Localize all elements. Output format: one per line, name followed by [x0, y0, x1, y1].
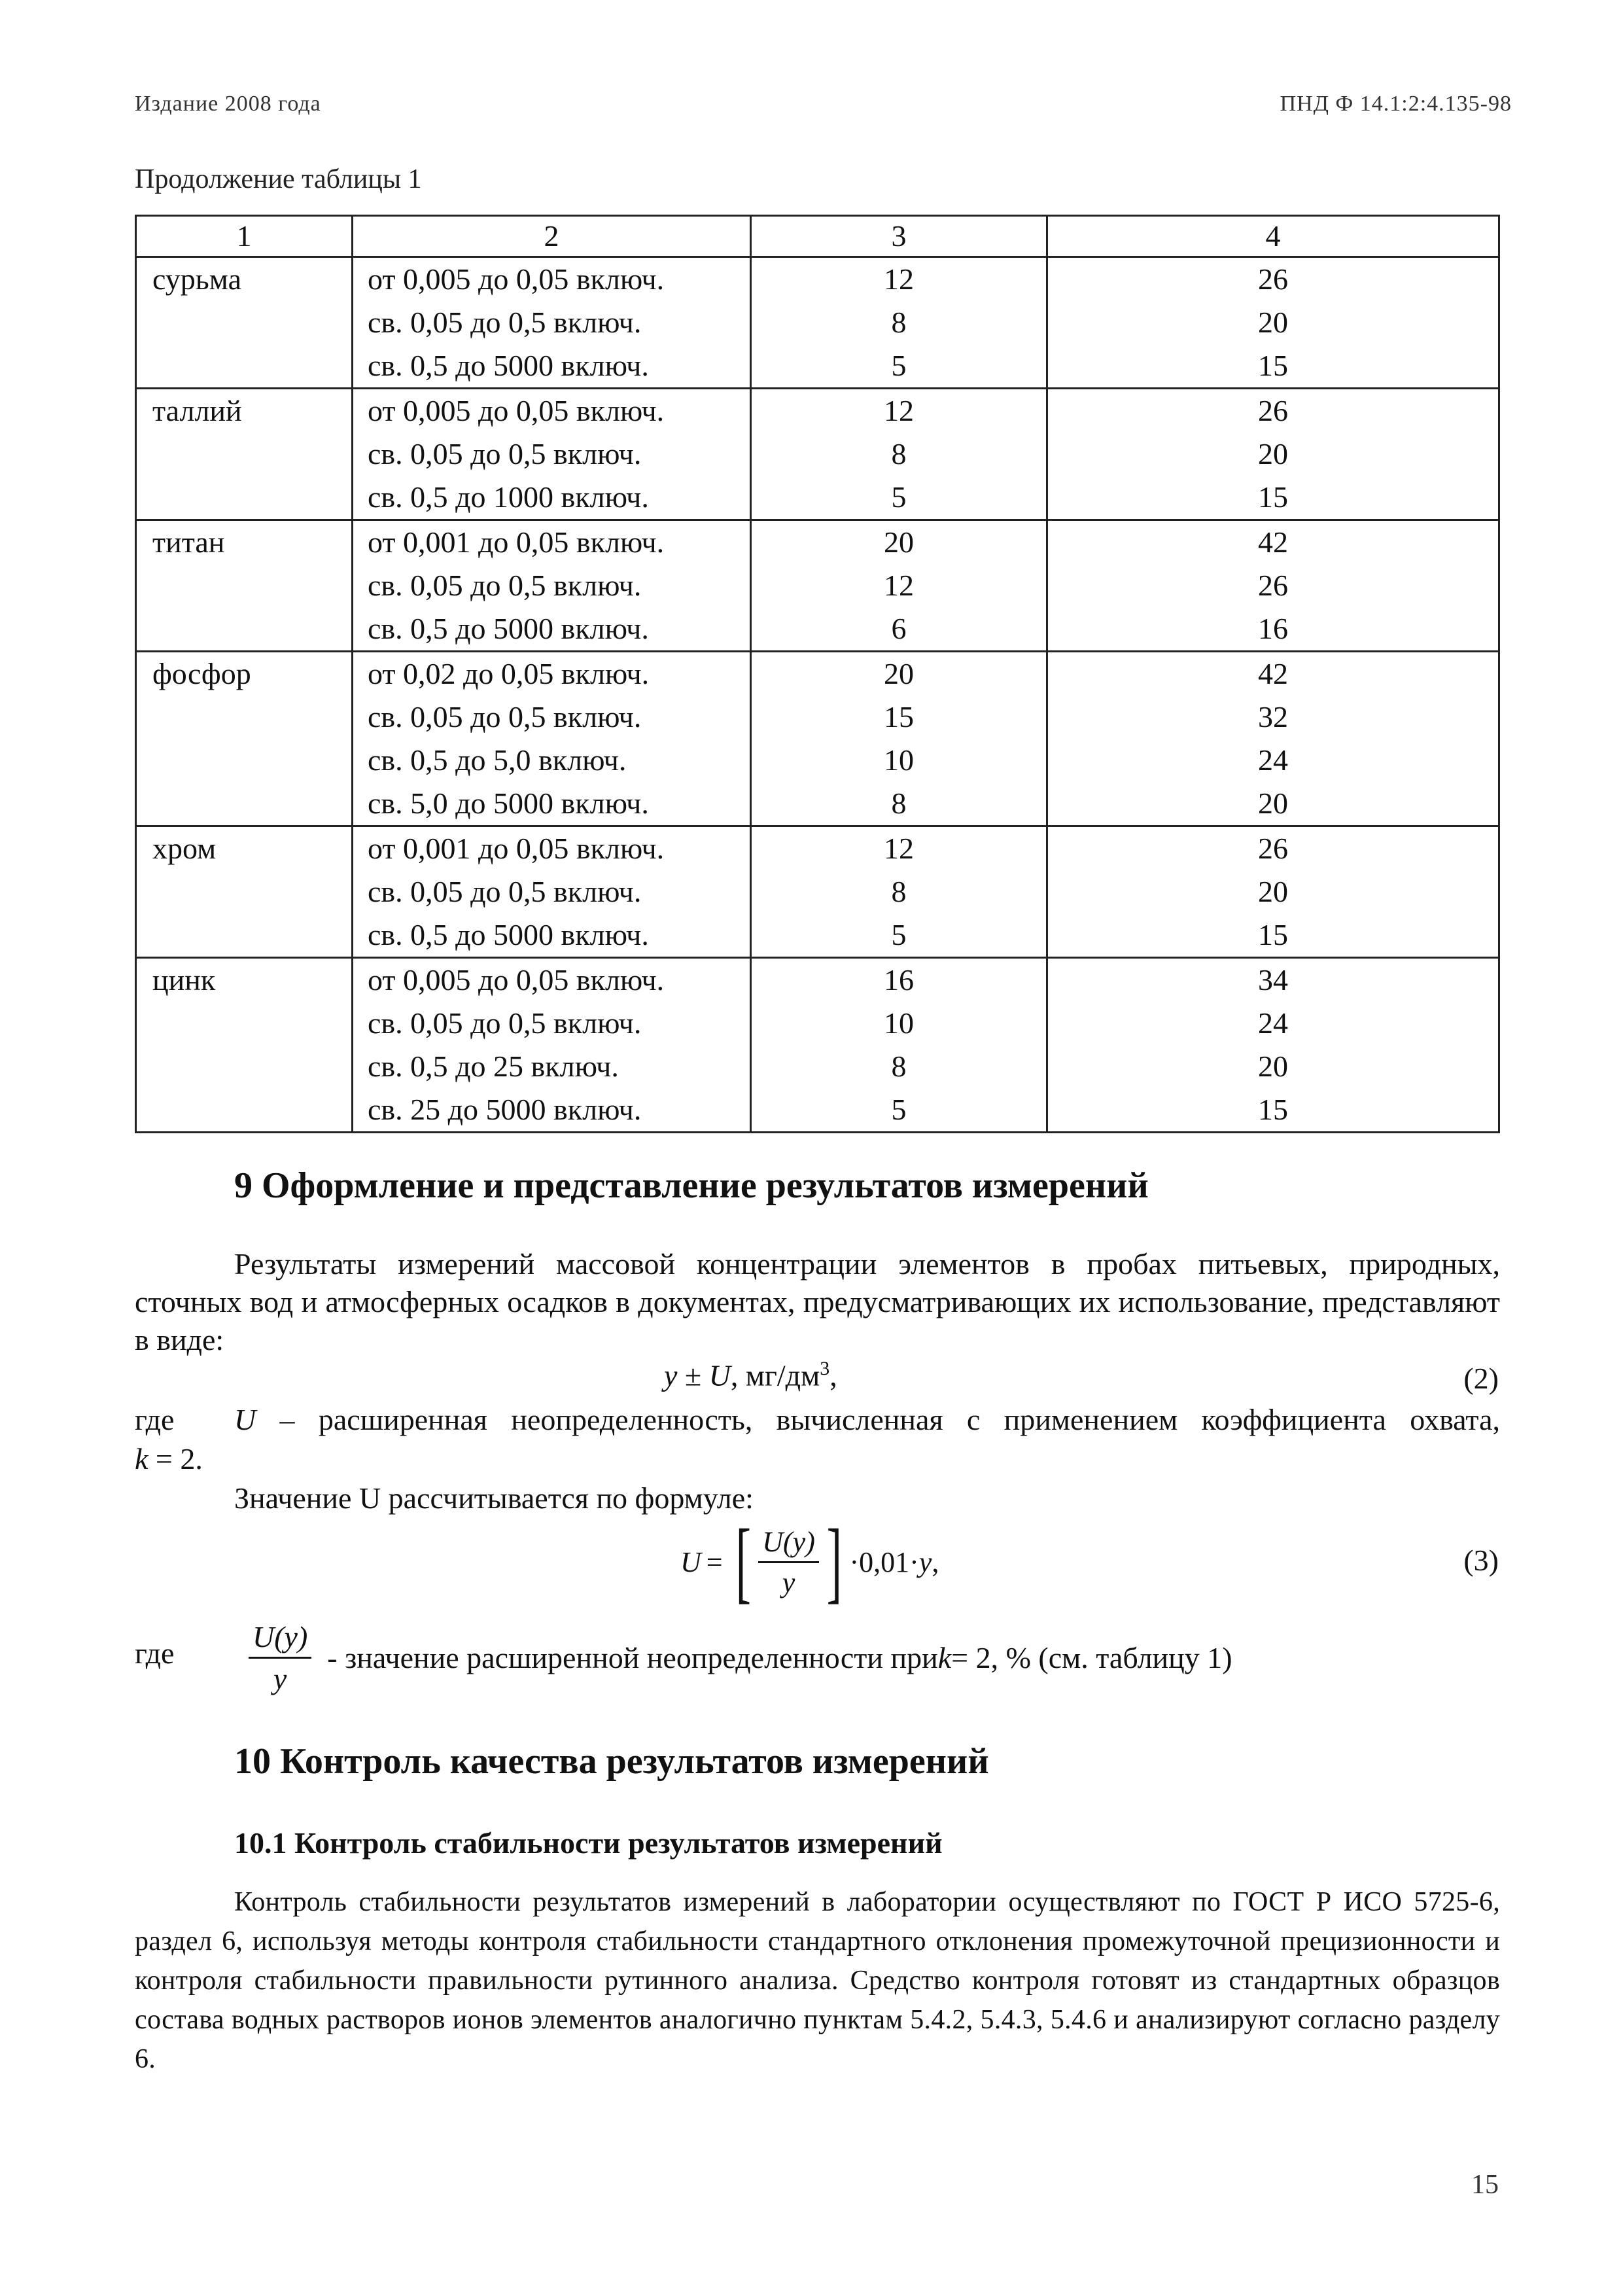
col4-value: 24 — [1258, 743, 1288, 777]
range-value: от 0,005 до 0,05 включ. — [368, 394, 665, 427]
formula-3-bracket-left: [ — [735, 1511, 751, 1612]
table-row — [136, 520, 1499, 652]
col3-value: 12 — [884, 832, 914, 865]
range-value: св. 0,5 до 5000 включ. — [368, 612, 649, 645]
col4-value: 24 — [1258, 1006, 1288, 1040]
col3-cell — [751, 652, 1047, 826]
col3-value: 6 — [891, 612, 907, 645]
where-1-text: – расширенная неопределенность, вычисленная с применением коэффициента охвата, — [256, 1403, 1500, 1436]
element-name: титан — [152, 525, 225, 559]
table-row — [136, 389, 1499, 520]
col-header-4: 4 — [1047, 216, 1499, 257]
where-1-definition — [234, 1402, 1500, 1437]
col4-value: 20 — [1258, 306, 1288, 339]
where-1-k-line — [135, 1441, 203, 1476]
header-edition: Издание 2008 года — [135, 92, 321, 116]
formula-3-lhs: U — [680, 1545, 701, 1578]
element-cell — [136, 257, 353, 389]
element-cell — [136, 958, 353, 1133]
col3-value: 8 — [891, 786, 907, 820]
range-value: от 0,005 до 0,05 включ. — [368, 262, 665, 296]
range-value: св. 0,05 до 0,5 включ. — [368, 569, 642, 602]
col4-cell — [1047, 257, 1499, 389]
formula-2-U: U — [708, 1358, 731, 1392]
element-cell — [136, 652, 353, 826]
formula-2-sup: 3 — [820, 1358, 830, 1379]
range-cell — [353, 652, 751, 826]
table-row — [136, 958, 1499, 1133]
range-value: св. 0,05 до 0,5 включ. — [368, 306, 642, 339]
table-row — [136, 652, 1499, 826]
formula-2-unit: , мг/дм — [730, 1358, 820, 1392]
range-value: от 0,02 до 0,05 включ. — [368, 657, 650, 690]
range-cell — [353, 826, 751, 958]
where-2-text: - значение расширенной неопределенности при — [327, 1640, 938, 1674]
col4-value: 42 — [1258, 657, 1288, 690]
col3-value: 10 — [884, 743, 914, 777]
col4-cell — [1047, 958, 1499, 1133]
col3-value: 8 — [891, 875, 907, 908]
where-2-k: k — [937, 1640, 952, 1674]
element-cell — [136, 826, 353, 958]
table-row — [136, 826, 1499, 958]
table-row — [136, 257, 1499, 389]
where-2-numerator: U(y) — [249, 1619, 311, 1659]
formula-2-tail: , — [829, 1358, 837, 1392]
col4-value: 20 — [1258, 786, 1288, 820]
col3-value: 12 — [884, 394, 914, 427]
col4-value: 20 — [1258, 1050, 1288, 1083]
col3-value: 8 — [891, 1050, 907, 1083]
col3-value: 12 — [884, 569, 914, 602]
where-1-word: где — [135, 1403, 175, 1436]
page-number: 15 — [1471, 2170, 1499, 2200]
range-value: св. 0,5 до 5000 включ. — [368, 349, 649, 382]
formula-3-numerator: U(y) — [758, 1525, 819, 1563]
col4-value: 15 — [1258, 1093, 1288, 1126]
col4-value: 32 — [1258, 700, 1288, 733]
col4-cell — [1047, 389, 1499, 520]
col3-value: 12 — [884, 262, 914, 296]
where-1-symbol: U — [234, 1403, 256, 1436]
formula-3-y: y — [918, 1545, 932, 1578]
col4-value: 16 — [1258, 612, 1288, 645]
section-10-1-title: 10.1 Контроль стабильности результатов измерений — [234, 1826, 943, 1860]
range-cell — [353, 958, 751, 1133]
col3-value: 8 — [891, 306, 907, 339]
element-name: сурьма — [152, 262, 242, 296]
range-cell — [353, 389, 751, 520]
range-value: св. 0,05 до 0,5 включ. — [368, 437, 642, 470]
formula-3-rest: ·0,01· — [849, 1545, 919, 1578]
col3-value: 5 — [891, 349, 907, 382]
range-value: св. 25 до 5000 включ. — [368, 1093, 642, 1126]
col4-value: 15 — [1258, 349, 1288, 382]
col4-cell — [1047, 652, 1499, 826]
col4-value: 26 — [1258, 262, 1288, 296]
col3-cell — [751, 257, 1047, 389]
range-value: св. 0,05 до 0,5 включ. — [368, 1006, 642, 1040]
where-2-denominator: y — [273, 1661, 287, 1695]
formula-2-number: (2) — [1463, 1362, 1499, 1395]
col4-value: 26 — [1258, 569, 1288, 602]
col4-value: 42 — [1258, 525, 1288, 559]
col4-value: 26 — [1258, 832, 1288, 865]
table-header-row — [136, 216, 1499, 257]
range-value: от 0,001 до 0,05 включ. — [368, 525, 665, 559]
col4-value: 15 — [1258, 480, 1288, 514]
where-2-definition — [249, 1615, 1232, 1700]
range-cell — [353, 257, 751, 389]
col4-value: 20 — [1258, 437, 1288, 470]
range-value: св. 0,5 до 5,0 включ. — [368, 743, 627, 777]
col4-value: 26 — [1258, 394, 1288, 427]
element-name: таллий — [152, 394, 242, 427]
where-2-fraction — [249, 1619, 311, 1696]
table-caption: Продолжение таблицы 1 — [135, 164, 422, 194]
col3-cell — [751, 958, 1047, 1133]
col4-value: 34 — [1258, 963, 1288, 997]
element-cell — [136, 520, 353, 652]
range-value: св. 0,5 до 5000 включ. — [368, 918, 649, 951]
element-name: хром — [152, 832, 217, 865]
element-cell — [136, 389, 353, 520]
range-value: св. 0,5 до 25 включ. — [368, 1050, 619, 1083]
col3-value: 20 — [884, 657, 914, 690]
col3-value: 16 — [884, 963, 914, 997]
range-value: св. 0,05 до 0,5 включ. — [368, 875, 642, 908]
where-1-k: k — [135, 1442, 148, 1475]
col3-cell — [751, 826, 1047, 958]
formula-3-denominator: y — [782, 1566, 795, 1598]
col4-value: 15 — [1258, 918, 1288, 951]
where-2-word: где — [135, 1636, 175, 1670]
range-value: св. 0,05 до 0,5 включ. — [368, 700, 642, 733]
range-value: от 0,001 до 0,05 включ. — [368, 832, 665, 865]
col4-value: 20 — [1258, 875, 1288, 908]
col3-value: 5 — [891, 918, 907, 951]
formula-3-tail: , — [932, 1545, 939, 1578]
element-name: фосфор — [152, 657, 251, 690]
range-value: св. 0,5 до 1000 включ. — [368, 480, 649, 514]
range-value: от 0,005 до 0,05 включ. — [368, 963, 665, 997]
col3-value: 15 — [884, 700, 914, 733]
col-header-1: 1 — [136, 216, 353, 257]
formula-3-eq: = — [706, 1545, 723, 1578]
col3-value: 5 — [891, 480, 907, 514]
data-table — [135, 215, 1500, 1133]
formula-2-pm: ± — [677, 1358, 709, 1392]
where-1-k-tail: = 2. — [148, 1442, 203, 1475]
col3-value: 10 — [884, 1006, 914, 1040]
section-9-paragraph: Результаты измерений массовой концентрации элементов в пробах питьевых, природных, сточных вод и атмосферных осадков в документах, предусматривающих их использование, представляют в виде: — [135, 1247, 1500, 1356]
col3-value: 8 — [891, 437, 907, 470]
formula-2 — [664, 1358, 837, 1392]
col-header-3: 3 — [751, 216, 1047, 257]
section-10-title: 10 Контроль качества результатов измерений — [234, 1741, 989, 1782]
formula-3-number: (3) — [1463, 1544, 1499, 1577]
where-2-tail: = 2, % (см. таблицу 1) — [951, 1640, 1232, 1674]
calc-text: Значение U рассчитывается по формуле: — [234, 1481, 754, 1515]
range-value: св. 5,0 до 5000 включ. — [368, 786, 649, 820]
col4-cell — [1047, 520, 1499, 652]
element-name: цинк — [152, 963, 216, 997]
formula-3 — [680, 1511, 939, 1612]
header-doc-code: ПНД Ф 14.1:2:4.135-98 — [1280, 92, 1512, 116]
col3-cell — [751, 520, 1047, 652]
section-10-1-paragraph: Контроль стабильности результатов измерений в лаборатории осуществляют по ГОСТ Р ИСО 5725-6, раздел 6, используя методы контроля стабильности стандартного отклонения промежуточной прецизионности и контроля стабильности правильности рутинного анализа. Средство контроля готовят из стандартных образцов состава водных растворов ионов элементов аналогично пунктам 5.4.2, 5.4.3, 5.4.6 и анализируют согласно разделу 6. — [135, 1887, 1500, 2074]
section-9-title: 9 Оформление и представление результатов измерений — [234, 1165, 1149, 1206]
formula-3-bracket-right: ] — [826, 1511, 842, 1612]
col3-value: 20 — [884, 525, 914, 559]
col4-cell — [1047, 826, 1499, 958]
formula-2-y: y — [664, 1358, 678, 1392]
col-header-2: 2 — [353, 216, 751, 257]
formula-3-fraction — [758, 1525, 819, 1599]
col3-cell — [751, 389, 1047, 520]
range-cell — [353, 520, 751, 652]
col3-value: 5 — [891, 1093, 907, 1126]
